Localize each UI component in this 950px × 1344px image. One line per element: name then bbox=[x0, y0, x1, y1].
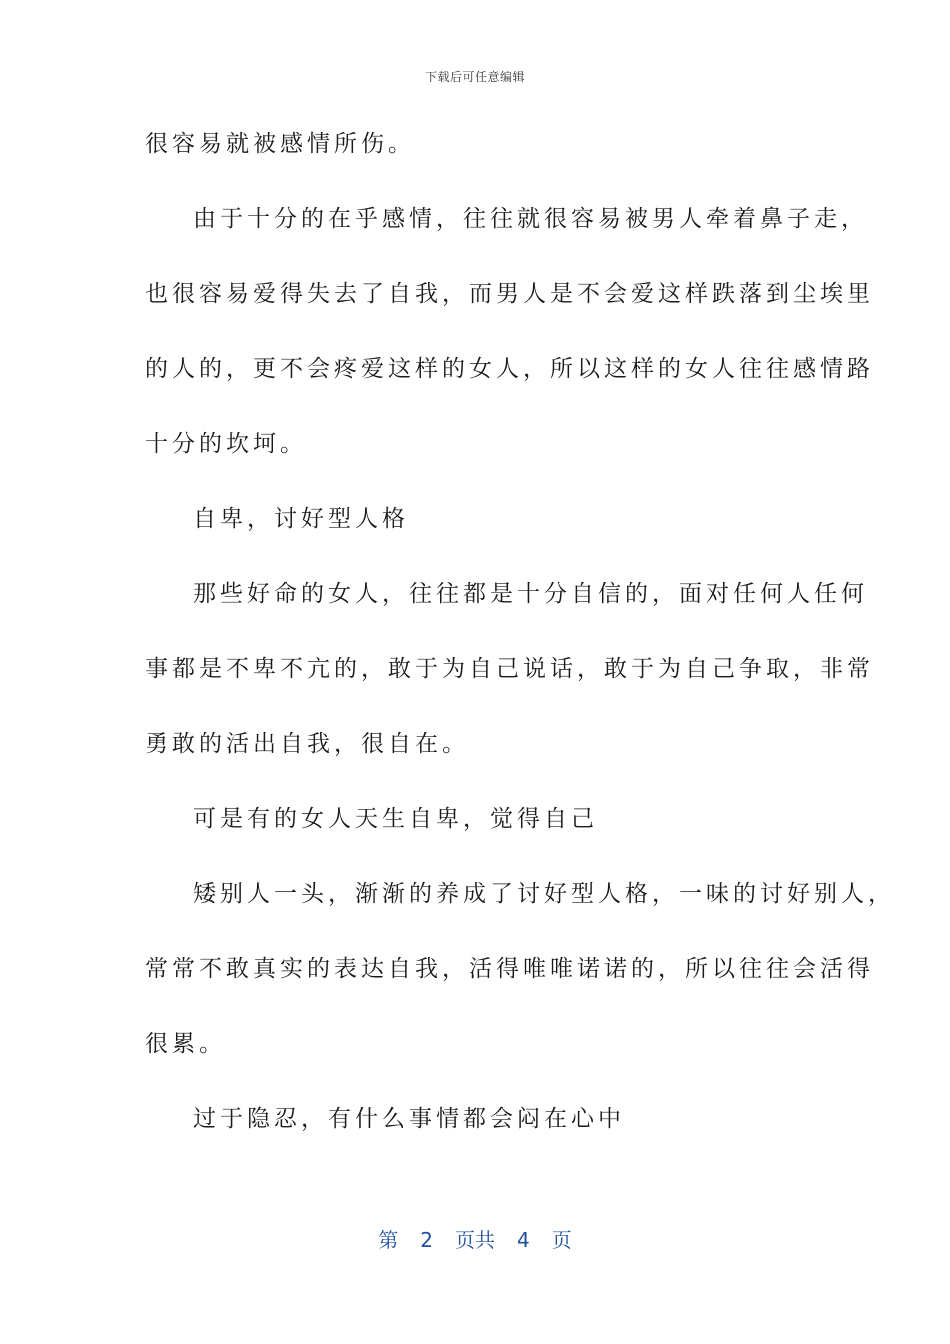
paragraph-line: 常常不敢真实的表达自我，活得唯唯诺诺的，所以往往会活得 bbox=[145, 956, 874, 982]
paragraph-line: 很容易就被感情所伤。 bbox=[145, 131, 415, 157]
section-heading: 过于隐忍，有什么事情都会闷在心中 bbox=[193, 1106, 625, 1132]
page-middle-text: 页共 bbox=[455, 1228, 495, 1252]
paragraph-line: 矮别人一头，渐渐的养成了讨好型人格，一味的讨好别人， bbox=[193, 881, 895, 907]
paragraph-line: 勇敢的活出自我，很自在。 bbox=[145, 731, 469, 757]
paragraph-line: 也很容易爱得失去了自我，而男人是不会爱这样跌落到尘埃里 bbox=[145, 281, 874, 307]
document-body bbox=[145, 118, 895, 1168]
paragraph-line: 可是有的女人天生自卑，觉得自己 bbox=[193, 806, 598, 832]
header-note: 下载后可任意编辑 bbox=[424, 70, 525, 84]
current-page-number: 2 bbox=[420, 1228, 433, 1252]
paragraph-line: 那些好命的女人，往往都是十分自信的，面对任何人任何 bbox=[193, 581, 868, 607]
page-prefix: 第 bbox=[378, 1228, 399, 1252]
page-suffix: 页 bbox=[551, 1228, 572, 1252]
total-pages-number: 4 bbox=[517, 1228, 530, 1252]
paragraph-line: 由于十分的在乎感情，往往就很容易被男人牵着鼻子走， bbox=[193, 206, 868, 232]
section-heading: 自卑，讨好型人格 bbox=[193, 506, 409, 532]
paragraph-line: 很累。 bbox=[145, 1031, 226, 1057]
paragraph-line: 的人的，更不会疼爱这样的女人，所以这样的女人往往感情路 bbox=[145, 356, 874, 382]
page-number-footer bbox=[0, 1224, 950, 1253]
paragraph-line: 事都是不卑不亢的，敢于为自己说话，敢于为自己争取，非常 bbox=[145, 656, 874, 682]
paragraph-line: 十分的坎坷。 bbox=[145, 431, 307, 457]
